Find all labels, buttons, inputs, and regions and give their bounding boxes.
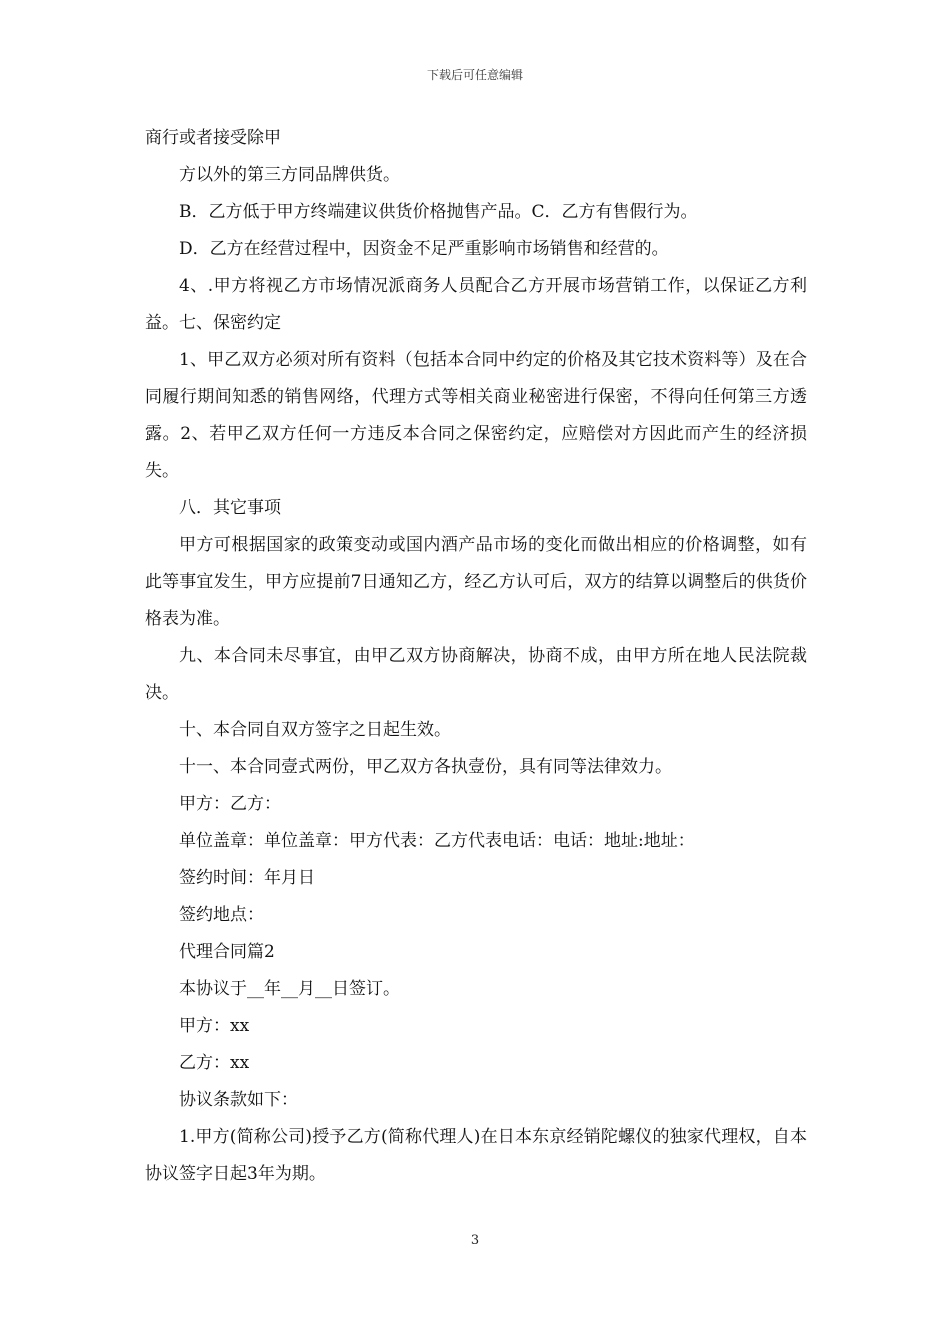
party-line: 乙方：xx (179, 1053, 250, 1073)
paragraph: 九、本合同未尽事宜，由甲乙双方协商解决，协商不成，由甲方所在地人民法院裁决。 (145, 646, 807, 703)
signature-line: 甲方：乙方： (179, 794, 281, 814)
page-number: 3 (470, 1233, 480, 1248)
paragraph: 十、本合同自双方签字之日起生效。 (179, 720, 451, 740)
document-body (145, 120, 807, 1193)
paragraph: 甲方可根据国家的政策变动或国内酒产品市场的变化而做出相应的价格调整，如有此等事宜发生，甲方应提前7日通知乙方，经乙方认可后，双方的结算以调整后的供货价格表为准。 (145, 535, 807, 629)
paragraph: 十一、本合同壹式两份，甲乙双方各执壹份，具有同等法律效力。 (179, 757, 672, 777)
section-heading: 代理合同篇2 (179, 942, 275, 962)
paragraph: 方以外的第三方同品牌供货。 (179, 165, 400, 185)
paragraph: 协议条款如下： (179, 1090, 298, 1110)
paragraph: B．乙方低于甲方终端建议供货价格抛售产品。C．乙方有售假行为。 (179, 202, 698, 222)
paragraph: 1.甲方(简称公司)授予乙方(简称代理人)在日本东京经销陀螺仪的独家代理权，自本协议签字日起3年为期。 (145, 1127, 807, 1184)
paragraph: 4、.甲方将视乙方市场情况派商务人员配合乙方开展市场营销工作，以保证乙方利益。七、保密约定 (145, 276, 807, 333)
signature-line: 签约时间：年月日 (179, 868, 315, 888)
page-header: 下载后可任意编辑 (426, 68, 523, 82)
section-heading: 八．其它事项 (179, 498, 281, 518)
paragraph: 商行或者接受除甲 (145, 128, 281, 148)
signature-line: 签约地点： (179, 905, 264, 925)
party-line: 甲方：xx (179, 1016, 250, 1036)
paragraph: D．乙方在经营过程中，因资金不足严重影响市场销售和经营的。 (179, 239, 669, 259)
paragraph: 本协议于__年__月__日签订。 (179, 979, 400, 999)
signature-line: 单位盖章：单位盖章：甲方代表：乙方代表电话：电话：地址:地址： (179, 831, 695, 851)
paragraph: 1、甲乙双方必须对所有资料（包括本合同中约定的价格及其它技术资料等）及在合同履行期间知悉的销售网络，代理方式等相关商业秘密进行保密，不得向任何第三方透露。2、若甲乙双方任何一方违反本合同之保密约定，应赔偿对方因此而产生的经济损失。 (145, 350, 807, 481)
